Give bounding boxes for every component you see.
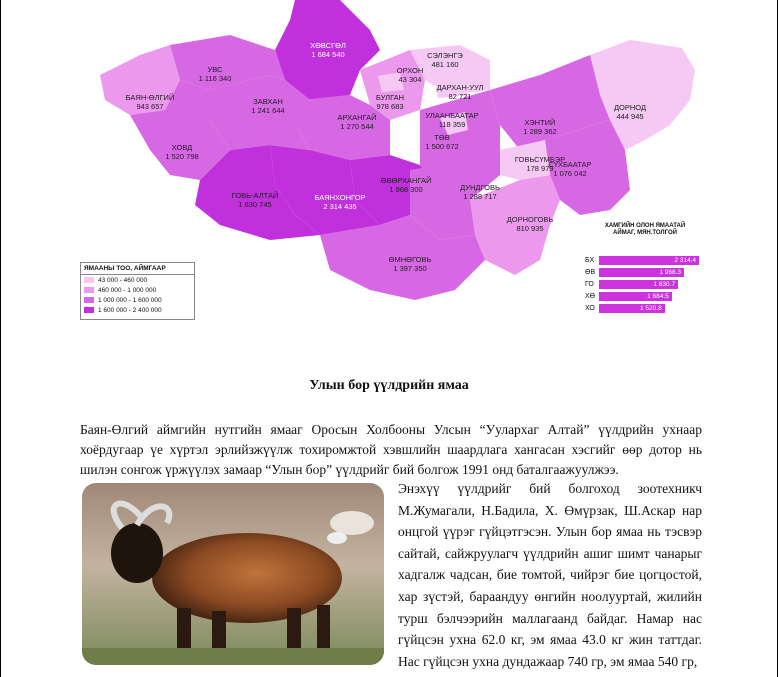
ranking-bar-row <box>585 303 705 314</box>
ranking-bar-row <box>585 267 705 278</box>
ranking-code: БХ <box>585 257 595 264</box>
article-paragraph-2: Энэхүү үүлдрийг бий болгоход зоотехникч М.Жумагали, Н.Бадила, Х. Өмүрзак, Ш.Аскар нар онцгой үүрэг гүйцэтгэсэн. Улын бор ямаа нь тэсвэр сайтай, сайжруулагч үүлдрийн ашиг шимт чанарыг хадгалж чадсан, бие томтой, чийрэг бие цогцостой, хар зүстэй, бараандуу өнгийн ноолууртай, жилийн турш бэлчээрийн маллагаанд байдаг. Намар нас гүйцсэн ухна 62.0 кг, эм ямаа 43.0 кг жин таттдаг. Нас гүйцсэн ухна дундажаар 740 гр, эм ямаа 540 гр, <box>398 481 702 669</box>
ranking-code: ХӨ <box>585 293 596 300</box>
province-count-label: 1 968 300 <box>389 185 423 194</box>
ranking-bar: 1 968.3 <box>599 268 684 277</box>
province-count-label: 978 683 <box>376 102 404 111</box>
province-count-label: 118 359 <box>438 120 466 129</box>
ranking-bar: 2 314.4 <box>599 256 699 265</box>
article-paragraph-1: Баян-Өлгий аймгийн нутгийн ямааг Оросын Холбооны Улсын “Уулархаг Алтай” үүлдрийн ухнаар хоёрдугаар үе хүртэл эрлийзжүүлж тохиромжтой хэвшлийн шаардлага хангасан хэсгийг өөр дотор нь шилэн сонгож үржүүлэх замаар “Улын бор” үүлдрийг бий болгож 1991 онд баталгаажуулжээ. <box>80 422 702 477</box>
legend-range: 1 600 000 - 2 400 000 <box>98 306 162 314</box>
legend-swatch <box>84 297 94 303</box>
legend-item <box>81 305 194 315</box>
province-name-label: ХӨВСГӨЛ <box>310 41 346 50</box>
legend-item <box>81 285 194 295</box>
legend-swatch <box>84 307 94 313</box>
province-name-label: ДУНДГОВЬ <box>460 183 500 192</box>
province-name-label: УЛААНБААТАР <box>425 111 479 120</box>
province-name-label: ДАРХАН-УУЛ <box>436 83 484 92</box>
ranking-bar: 1 830.7 <box>599 280 678 289</box>
legend-item <box>81 275 194 285</box>
province-count-label: 481 160 <box>431 60 459 69</box>
goat-photo-image <box>82 483 384 665</box>
province-name-label: ӨМНӨГОВЬ <box>388 255 432 264</box>
map-legend <box>80 262 195 320</box>
ranking-bar-row <box>585 255 705 266</box>
ranking-bars <box>585 255 705 314</box>
province-count-label: 43 304 <box>398 75 422 84</box>
province-name-label: ХОВД <box>171 143 193 152</box>
ranking-title-2: АЙМАГ, МЯН.ТОЛГОЙ <box>613 230 677 236</box>
legend-item <box>81 295 194 305</box>
province-count-label: 1 288 717 <box>463 192 497 201</box>
province-count-label: 1 270 544 <box>340 122 374 131</box>
province-name-label: ОРХОН <box>396 66 424 75</box>
top-provinces-chart <box>585 223 705 314</box>
province-name-label: ӨВӨРХАНГАЙ <box>380 176 432 185</box>
legend-range: 1 000 000 - 1 600 000 <box>98 296 162 304</box>
province-name-label: БАЯН-ӨЛГИЙ <box>125 93 175 102</box>
legend-title: ЯМААНЫ ТОО, АЙМГААР <box>81 263 194 275</box>
province-count-label: 1 289 362 <box>523 127 557 136</box>
province-count-label: 1 076 042 <box>553 169 587 178</box>
ranking-bar: 1 520.8 <box>599 304 665 313</box>
province-name-label: ЗАВХАН <box>253 97 283 106</box>
province-count-label: 1 520 798 <box>165 152 199 161</box>
province-name-label: ГОВЬ-АЛТАЙ <box>231 191 279 200</box>
province-count-label: 2 314 435 <box>323 202 357 211</box>
province-name-label: СЭЛЭНГЭ <box>427 51 463 60</box>
province-count-label: 810 935 <box>516 224 544 233</box>
province-name-label: ГОВЬСҮМБЭР <box>514 155 566 164</box>
legend-range: 460 000 - 1 000 000 <box>98 286 157 294</box>
article-title: Улын бор үүлдрийн ямаа <box>309 378 469 393</box>
province-name-label: УВС <box>207 65 223 74</box>
province-name-label: БУЛГАН <box>375 93 405 102</box>
province-name-label: ТӨВ <box>434 133 450 142</box>
goat-photo <box>82 483 384 665</box>
ranking-title-1: ХАМГИЙН ОЛОН ЯМААТАЙ <box>604 223 686 229</box>
province-count-label: 943 657 <box>136 102 164 111</box>
ranking-bar-row <box>585 291 705 302</box>
legend-range: 43 000 - 460 000 <box>98 276 148 284</box>
legend-swatch <box>84 287 94 293</box>
mongolia-goat-map <box>70 0 720 330</box>
province-count-label: 1 397 350 <box>393 264 427 273</box>
province-count-label: 1 830 745 <box>238 200 272 209</box>
province-name-label: СҮХБААТАР <box>548 160 592 169</box>
province-count-label: 1 684 540 <box>311 50 345 59</box>
province-count-label: 178 979 <box>526 164 554 173</box>
ranking-code: ГО <box>585 281 594 288</box>
province-name-label: ДОРНОД <box>613 103 647 112</box>
legend-swatch <box>84 277 94 283</box>
page-border-left <box>0 0 1 677</box>
province-name-label: БАЯНХОНГОР <box>314 193 366 202</box>
ranking-bar-row <box>585 279 705 290</box>
province-count-label: 1 116 340 <box>198 74 232 83</box>
province-count-label: 1 241 644 <box>251 106 285 115</box>
province-count-label: 82 721 <box>448 92 472 101</box>
province-name-label: АРХАНГАЙ <box>337 113 377 122</box>
province-count-label: 444 945 <box>616 112 644 121</box>
province-name-label: ХЭНТИЙ <box>524 118 556 127</box>
ranking-code: ХО <box>585 305 595 312</box>
ranking-bar: 1 684.5 <box>599 292 672 301</box>
province-count-label: 1 500 672 <box>425 142 459 151</box>
province-name-label: ДОРНОГОВЬ <box>506 215 554 224</box>
ranking-code: ӨВ <box>585 269 596 276</box>
